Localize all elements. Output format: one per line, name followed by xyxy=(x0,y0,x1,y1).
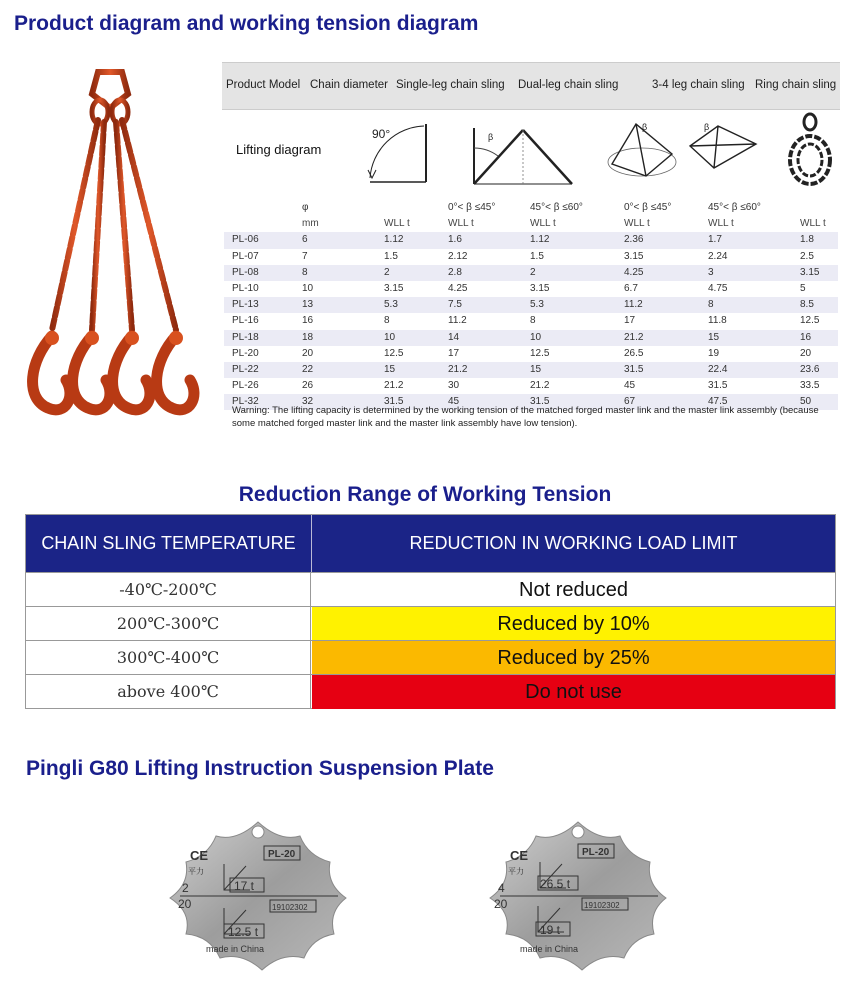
cell: 2 xyxy=(530,266,536,278)
cell: WLL t xyxy=(708,218,734,230)
cell: 45 xyxy=(624,380,636,392)
cell: PL-18 xyxy=(232,331,259,343)
reduction-table-header xyxy=(26,515,835,572)
table-row xyxy=(26,674,835,709)
cell: 3.15 xyxy=(800,266,820,278)
header-reduction-limit: REDUCTION IN WORKING LOAD LIMIT xyxy=(409,533,738,553)
top-load: 26.5 t xyxy=(540,877,571,891)
section-title-reduction-range: Reduction Range of Working Tension xyxy=(238,483,612,506)
cell: 33.5 xyxy=(800,380,820,392)
cell: 10 xyxy=(530,331,542,343)
reduction-cell: Not reduced xyxy=(312,573,835,607)
cell: 19 xyxy=(708,347,720,359)
cell: 5.3 xyxy=(384,299,398,311)
cell: 17 xyxy=(624,315,636,327)
cell: 5 xyxy=(800,282,806,294)
made-in-china: made in China xyxy=(520,944,579,954)
dual-leg-diagram xyxy=(468,122,578,188)
header-three-four-leg: 3-4 leg chain sling xyxy=(652,79,745,91)
plate-serial: 19102302 xyxy=(584,901,620,910)
cell: 45°< β ≤60° xyxy=(530,202,583,213)
cell: 1.8 xyxy=(800,234,814,246)
unit-row xyxy=(224,216,838,232)
angle-row xyxy=(224,200,838,216)
plate-diameter: 20 xyxy=(494,897,508,911)
cell: 13 xyxy=(302,299,314,311)
table-row xyxy=(224,232,838,248)
cell: 67 xyxy=(624,396,636,408)
cell: 26 xyxy=(302,380,314,392)
table-row xyxy=(224,297,838,313)
cell: WLL t xyxy=(530,218,556,230)
section-title-product-diagram: Product diagram and working tension diagram xyxy=(14,12,479,35)
plate-legs: 2 xyxy=(182,881,189,895)
cell: 45°< β ≤60° xyxy=(708,202,761,213)
cell: PL-20 xyxy=(232,347,259,359)
header-chain-diameter: Chain diameter xyxy=(310,79,388,91)
top-load: 17 t xyxy=(234,879,255,893)
reduction-cell: Do not use xyxy=(312,675,835,709)
cell: 1.12 xyxy=(384,234,404,246)
cell: 2.36 xyxy=(624,234,644,246)
cell: 31.5 xyxy=(708,380,728,392)
cell: 12.5 xyxy=(530,347,550,359)
cell: 0°< β ≤45° xyxy=(624,202,672,213)
cell: 8 xyxy=(708,299,714,311)
cell: 50 xyxy=(800,396,812,408)
beta-label: β xyxy=(704,122,710,132)
cell: 12.5 xyxy=(800,315,820,327)
cell: mm xyxy=(302,218,319,230)
cell: 30 xyxy=(448,380,460,392)
header-chain-sling-temperature: CHAIN SLING TEMPERATURE xyxy=(41,533,296,553)
cell: 21.2 xyxy=(530,380,550,392)
table-row xyxy=(26,606,835,641)
cell: 47.5 xyxy=(708,396,728,408)
cell: 0°< β ≤45° xyxy=(448,202,496,213)
cell: 2.12 xyxy=(448,250,468,262)
spec-table-body xyxy=(224,200,838,410)
beta-label: β xyxy=(488,132,494,142)
ce-mark: CE xyxy=(190,848,209,863)
cell: 31.5 xyxy=(624,363,644,375)
cell: 12.5 xyxy=(384,347,404,359)
header-product-model: Product Model xyxy=(226,79,301,91)
cell: PL-22 xyxy=(232,363,259,375)
three-four-leg-diagram xyxy=(606,118,762,188)
table-row xyxy=(224,362,838,378)
cell: 17 xyxy=(448,347,460,359)
cell: 32 xyxy=(302,396,314,408)
cell: 10 xyxy=(384,331,396,343)
cell: 16 xyxy=(302,315,314,327)
bottom-load: 12.5 t xyxy=(228,925,259,939)
cell: 7 xyxy=(302,250,308,262)
four-leg-chain-sling-image xyxy=(10,68,220,433)
cell: 1.6 xyxy=(448,234,462,246)
plate-model: PL-20 xyxy=(268,849,296,860)
cell: 15 xyxy=(708,331,720,343)
cell: 4.25 xyxy=(624,266,644,278)
cell: 3.15 xyxy=(530,282,550,294)
cell: 2 xyxy=(384,266,390,278)
cell: 6.7 xyxy=(624,282,638,294)
cell: 11.2 xyxy=(448,315,467,327)
temperature-cell: 300℃-400℃ xyxy=(26,641,311,675)
cell: 16 xyxy=(800,331,812,343)
spec-table-header xyxy=(222,62,840,110)
cell: PL-07 xyxy=(232,250,259,262)
cell: 2.8 xyxy=(448,266,462,278)
ce-mark: CE xyxy=(510,848,529,863)
cell: PL-16 xyxy=(232,315,259,327)
cell: PL-13 xyxy=(232,299,259,311)
table-row xyxy=(224,330,838,346)
plate-serial: 19102302 xyxy=(272,903,308,912)
suspension-plate-two-leg xyxy=(158,812,358,980)
cell: 4.25 xyxy=(448,282,468,294)
cell: 1.7 xyxy=(708,234,722,246)
header-single-leg: Single-leg chain sling xyxy=(396,79,505,91)
cell: 11.2 xyxy=(624,299,643,311)
cell: 31.5 xyxy=(384,396,404,408)
table-row xyxy=(26,640,835,675)
warning-note: Warning: The lifting capacity is determined by the working tension of the matched forged master link and the master link assembly (because some matched forged master link and the master link assembly have low tension). xyxy=(232,405,819,429)
cell: 21.2 xyxy=(384,380,404,392)
cell: 7.5 xyxy=(448,299,462,311)
bottom-load: 19 t xyxy=(540,923,561,937)
plate-diameter: 20 xyxy=(178,897,192,911)
cell: 8.5 xyxy=(800,299,814,311)
cell: 20 xyxy=(800,347,812,359)
cell: 15 xyxy=(384,363,396,375)
cell: 1.12 xyxy=(530,234,550,246)
suspension-plate-four-leg xyxy=(478,812,678,980)
cell: 8 xyxy=(530,315,536,327)
cell: WLL t xyxy=(384,218,410,230)
reduction-cell: Reduced by 25% xyxy=(312,641,835,675)
cell: 5.3 xyxy=(530,299,544,311)
cell: 8 xyxy=(384,315,390,327)
cell: 22 xyxy=(302,363,314,375)
cell: 4.75 xyxy=(708,282,728,294)
table-row xyxy=(224,346,838,362)
table-row xyxy=(224,281,838,297)
temperature-cell: -40℃-200℃ xyxy=(26,573,311,607)
cell: 23.6 xyxy=(800,363,820,375)
cell: 15 xyxy=(530,363,542,375)
cell: 22.4 xyxy=(708,363,728,375)
cell: 18 xyxy=(302,331,314,343)
cell: 1.5 xyxy=(530,250,544,262)
cell: 31.5 xyxy=(530,396,550,408)
table-row xyxy=(224,249,838,265)
made-in-china: made in China xyxy=(206,944,265,954)
ring-chain-diagram xyxy=(782,112,838,192)
table-row xyxy=(26,572,835,607)
cell: 2.5 xyxy=(800,250,814,262)
cell: 21.2 xyxy=(624,331,644,343)
header-ring-chain: Ring chain sling xyxy=(755,79,837,91)
cell: 45 xyxy=(448,396,460,408)
cell: PL-26 xyxy=(232,380,259,392)
cell: 3.15 xyxy=(624,250,644,262)
cell: 11.8 xyxy=(708,315,727,327)
cell: 3 xyxy=(708,266,714,278)
cell: WLL t xyxy=(448,218,474,230)
cell: 2.24 xyxy=(708,250,728,262)
angle-90-label: 90° xyxy=(372,127,391,141)
single-leg-diagram xyxy=(362,118,442,190)
cell: WLL t xyxy=(624,218,650,230)
section-title-suspension-plate: Pingli G80 Lifting Instruction Suspension Plate xyxy=(26,757,494,780)
beta-label: β xyxy=(642,122,648,132)
plate-legs: 4 xyxy=(498,881,505,895)
cell: 26.5 xyxy=(624,347,644,359)
cell: 6 xyxy=(302,234,308,246)
temperature-cell: above 400℃ xyxy=(26,675,311,709)
temperature-cell: 200℃-300℃ xyxy=(26,607,311,641)
reduction-cell: Reduced by 10% xyxy=(312,607,835,641)
cell: PL-10 xyxy=(232,282,259,294)
brand-mark: 平力 xyxy=(508,867,524,876)
cell: 14 xyxy=(448,331,460,343)
cell: 20 xyxy=(302,347,314,359)
cell: PL-08 xyxy=(232,266,259,278)
table-row xyxy=(224,265,838,281)
cell: 10 xyxy=(302,282,314,294)
plate-model: PL-20 xyxy=(582,847,610,858)
cell: 21.2 xyxy=(448,363,468,375)
cell: PL-06 xyxy=(232,234,259,246)
cell: 3.15 xyxy=(384,282,404,294)
lifting-diagram-label: Lifting diagram xyxy=(236,142,322,157)
header-dual-leg: Dual-leg chain sling xyxy=(518,79,619,91)
table-row xyxy=(224,313,838,329)
working-tension-spec-table xyxy=(222,62,840,434)
reduction-table xyxy=(25,514,836,709)
cell: 8 xyxy=(302,266,308,278)
cell: 1.5 xyxy=(384,250,398,262)
table-row xyxy=(224,378,838,394)
cell: PL-32 xyxy=(232,396,259,408)
cell: WLL t xyxy=(800,218,826,230)
cell: φ xyxy=(302,202,309,213)
brand-mark: 平力 xyxy=(188,867,204,876)
